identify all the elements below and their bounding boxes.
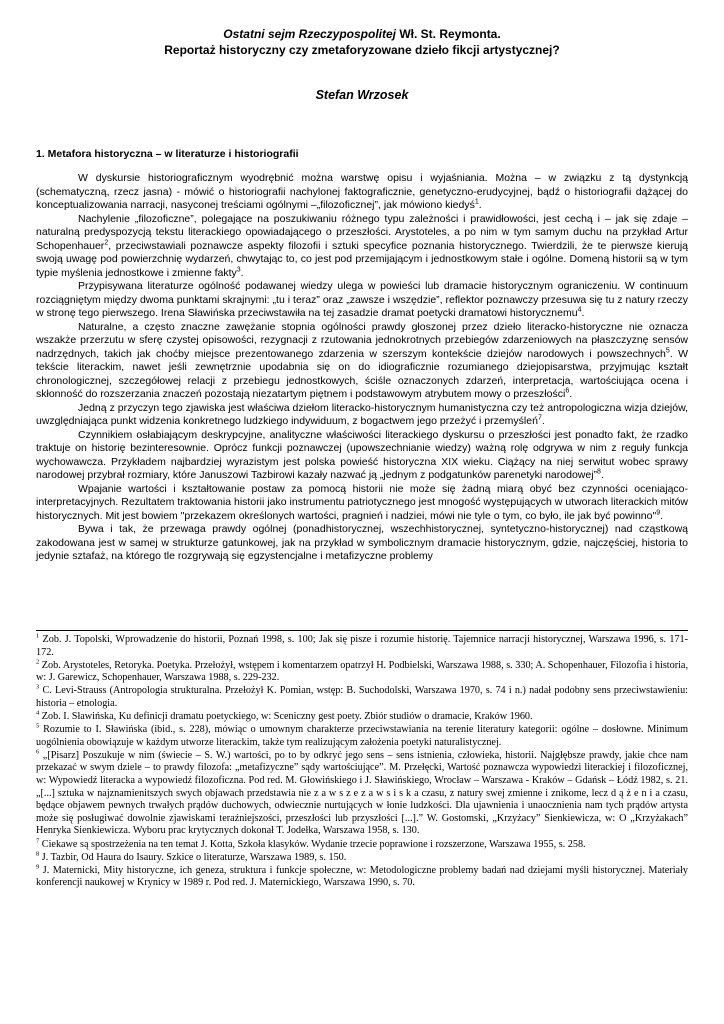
body-text <box>36 172 688 564</box>
paragraph <box>36 429 688 483</box>
footnote <box>36 634 688 659</box>
footnote-text: C. Levi-Strauss (Antropologia strukturalna. Przełożył K. Pomian, wstęp: B. Suchodolski, Warszawa 1970, s. 74 i n.) nadał podobny sens przeciwstawieniu: historia – etnologia. <box>36 685 689 709</box>
footnote <box>36 750 688 838</box>
paragraph-text: Wpajanie wartości i kształtowanie postaw za pomocą historii nie może się żadną miarą obyć bez czynności oceniająco-interpretacyjnych. Rezultatem traktowania historii jako instrumentu patriotycznego jest mnogość występujących w utworach literackich mitów historycznych. Mit jest bowiem "przekazem określonych wartości, pragnień i nadziei, mówi nie tyle o tym, co było, ile jak być powinno" <box>36 482 688 522</box>
title-rest-part: Wł. St. Reymonta. <box>396 27 501 41</box>
title-line-2: Reportaż historyczny czy zmetaforyzowane dzieło fikcji artystycznej? <box>164 43 560 57</box>
title-italic-part: Ostatni sejm Rzeczypospolitej <box>223 27 397 41</box>
footnote-text: J. Maternicki, Mity historyczne, ich geneza, struktura i funkcje społeczne, w: Metodologiczne problemy badań nad dziejami myśli historycznej. Materiały konferencji naukowej w Krynicy w 1989 r. Pod red. J. Maternickiego, Warszawa 1990, s. 70. <box>36 864 689 889</box>
paragraph <box>36 483 688 524</box>
footnote-number: 4 <box>36 709 40 717</box>
footnote-number: 2 <box>36 658 40 666</box>
footnote <box>36 724 688 749</box>
footnote <box>36 865 688 890</box>
footnote-number: 3 <box>36 683 40 691</box>
footnote-number: 6 <box>36 748 40 756</box>
footnotes <box>36 634 688 890</box>
paragraph-text: Czynnikiem osłabiającym deskrypcyjne, analityczne właściwości literackiego dyskursu o przeszłości jest ponadto fakt, że rzadko traktuje on historię bezinteresownie. Oprócz funkcji poznawczej (upowszechnianie wiedzy) ważną rolę odgrywa w nim z reguły funkcja wychowawcza. Przykładem najbardziej wyrazistym jest polska powieść historyczna XIX wieku. Ciążący na niej serwitut wobec sprawy narodowej przybrał rozmiary, które Januszowi Tazbirowi kazały nazwać ją „jednym z podgatunków parenetyki narodowej” <box>36 428 688 481</box>
footnote-ref[interactable]: 7 <box>537 414 542 422</box>
paragraph-text-tail: . <box>541 415 545 427</box>
footnote <box>36 839 688 852</box>
paragraph-text: Naturalne, a często znaczne zawężanie stopnia ogólności prawdy głoszonej przez dzieło literacko-historyczne nie oznacza wszakże przerzutu w sferę czystej opisowości, rezygnacji z rzutowania jednokrotnych przebiegów zdarzeniowych na płaszczyznę sensów nadrzędnych, takich jak choćby miejsce prezentowanego zdarzenia w szerszym kontekście dziejów narodowych i powszechnych <box>36 320 688 360</box>
paragraph-text-tail: . <box>478 199 482 211</box>
footnote-ref[interactable]: 8 <box>597 468 601 476</box>
footnote-text: Ciekawe są spostrzeżenia na ten temat J. Kotta, Szkoła klasyków. Wydanie trzecie poprawione i rozszerzone, Warszawa 1955, s. 258. <box>41 838 586 850</box>
paragraph-text: Bywa i tak, że przewaga prawdy ogólnej (ponadhistorycznej, wszechhistorycznej, syntetyczno-historycznej) nad cząstkową zakodowana jest w samej w strukturze gatunkowej, jak na przykład w symbolicznym dramacie historycznym, gdzie, najczęściej, historia to jedynie sztafaż, na którego tle rozgrywają się egzystencjalne i metafizyczne problemy <box>36 523 688 562</box>
paragraph-text-tail: . <box>600 469 604 481</box>
paragraph-text-tail: . W tekście literackim, nawet jeśli zewnętrznie upodabnia się on do idiograficznie rozumianego dziejopisarstwa, przyjmując kształt chronologicznej, szczegółowej relacji z przebiegu jednostkowych, ściśle oznaczonych zdarzeń, interpretacja, wartościująca ocena i skłonność do rozszerzania znaczeń pozostają niezatartym piętnem i podstawowym atrybutem mowy o przeszłości <box>36 347 688 400</box>
footnote-ref[interactable]: 6 <box>565 387 570 395</box>
footnote-ref[interactable]: 5 <box>665 347 670 354</box>
author-name: Stefan Wrzosek <box>315 88 409 102</box>
footnote-ref[interactable]: 3 <box>236 266 241 273</box>
paragraph-text: Jedną z przyczyn tego zjawiska jest właściwa dziełom literacko-historycznym humanistyczna czy też antropologiczna wizja dziejów, uwzględniająca punkt widzenia konkretnego ludzkiego indywiduum, z bogactwem jego przeżyć i przemyśleń <box>36 401 688 427</box>
footnote <box>36 711 688 724</box>
footnote <box>36 852 688 865</box>
footnote-ref[interactable]: 2 <box>104 239 109 246</box>
paragraph-text-end: . <box>569 388 573 400</box>
footnote-number: 7 <box>36 837 40 845</box>
footnote-number: 9 <box>36 863 40 871</box>
paragraph-text-end: . <box>240 266 244 279</box>
paragraph-text: Nachylenie „filozoficzne”, polegające na poszukiwaniu różnego typu zależności i prawidłowości, jest cechą i – jak się zdaje – naturalną predyspozycją tekstu literackiego opowiadającego o przeszłości. Arystoteles, a po nim w tym samym duchu na przykład Artur Schopenhauer <box>36 212 688 252</box>
footnote-ref[interactable]: 9 <box>656 509 661 516</box>
footnote-separator <box>36 630 688 631</box>
footnote-text: Zob. I. Sławińska, Ku definicji dramatu poetyckiego, w: Sceniczny gest poety. Zbiór studiów o dramacie, Kraków 1960. <box>41 711 533 723</box>
paragraph-text-tail: , przeciwstawiali poznawcze aspekty filozofii i sztuki specyfice poznania historycznego. Twierdzili, że te pierwsze kierują swoją uwagę pod powierzchnię wydarzeń, chwytając to, co jest pod przemijającym i jednostkowym stałe i ogólne. Domeną historii są w tym typie myślenia jednostkowe i zmienne fakty <box>36 239 688 279</box>
paragraph <box>36 172 688 213</box>
paragraph-text-tail: . <box>581 307 585 319</box>
paragraph-text-tail: . <box>660 509 664 522</box>
footnote-text: Zob. Arystoteles, Retoryka. Poetyka. Przełożył, wstępem i komentarzem opatrzył H. Podbielski, Warszawa 1988, s. 330; A. Schopenhauer, Filozofia i historia, w: J. Garewicz, Schopenhauer, Warszawa 1988, s. 229-232. <box>36 659 688 684</box>
footnote-ref[interactable]: 4 <box>577 306 582 314</box>
paragraph <box>36 523 688 564</box>
footnote-ref[interactable]: 1 <box>474 198 479 206</box>
footnote-number: 5 <box>36 722 40 730</box>
footnote-text: J. Tazbir, Od Haura do Isaury. Szkice o literaturze, Warszawa 1989, s. 150. <box>41 851 347 863</box>
footnote-number: 1 <box>36 632 40 640</box>
title-line-1 <box>0 26 724 42</box>
paragraph-text: W dyskursie historiograficznym wyodrębnić można warstwę opisu i wyjaśniania. Można – w związku z tą dystynkcją (schematyczną, rzecz jasna) - mówić o historiografii nachylonej faktograficznie, genetyczno-erudycyjnej, bądź o historiografii dążącej do konceptualizowania narracji, nasyconej treściami ogólnymi –„filozoficznej”, jak mówiono kiedyś <box>36 172 688 211</box>
paragraph <box>36 280 688 321</box>
footnote-text: Rozumie to I. Sławińska (ibid., s. 228), mówiąc o umownym charakterze przeciwstawiania na terenie literatury kategorii: ogólne – dosłowne. Minimum uogólnienia obowiązuje w każdym utworze literackim, także tym realizującym założenia poetyki naturalistycznej. <box>36 724 688 748</box>
footnote <box>36 685 688 710</box>
paragraph-text: Przypisywana literaturze ogólność podawanej wiedzy ulega w powieści lub dramacie historycznym ograniczeniu. W continuum rozciągniętym między dwoma punktami skrajnymi: „tu i teraz” oraz „zawsze i wszędzie”, reflektor poznawczy przesuwa się tu z natury rzeczy w stronę tego pierwszego. Irena Sławińska przeciwstawiła na tej zasadzie dramat poetycki dramatowi historycznemu <box>36 280 688 319</box>
footnote-number: 8 <box>36 850 40 858</box>
footnote-text: Zob. J. Topolski, Wprowadzenie do historii, Poznań 1998, s. 100; Jak się pisze i rozumie historię. Tajemnice narracji historycznej, Warszawa 1996, s. 171-172. <box>36 634 688 658</box>
section-heading: 1. Metafora historyczna – w literaturze i historiografii <box>36 148 299 160</box>
paragraph <box>36 213 688 281</box>
footnote-text: „[Pisarz] Poszukuje w nim (świecie – S. W.) wartości, po to by odkryć jego sens – sens istnienia, człowieka, historii. Najgłębsze prawdy, jakie chce nam przekazać w swym dziele – to prawdy filozofa: „metafizyczne” sądy wartościujące”. M. Przełęcki, Wartość poznawcza wypowiedzi literackiej i filozoficznej, w: Wypowiedź literacka a wypowiedź filozoficzna. Pod red. M. Głowińskiego i J. Sławińskiego, Wrocław – Warszawa - Kraków – Gdańsk – Łódź 1982, s. 21. „[...] sztuka w najznamienitszych swych objawach przedstawia nie z a w s z e z a w s i s k a czasu, z natury swej zmienne i znikome, lecz d ą ż e n i a czasu, będące objawem pewnych trwałych prądów duchowych, odwiecznie nurtujących w łonie ludzkości. Dla ujawnienia i unaocznienia nam tych prądów artysta może się posługiwać dowolnie zjawiskami teraźniejszości, przeszłości lub przyszłości [...].” W. Gostomski, „Krzyżacy” Sienkiewicza, w: O „Krzyżakach” Henryka Sienkiewicza. Wyboru prac krytycznych dokonał T. Jodełka, Warszawa 1958, s. 130. <box>36 749 688 837</box>
article-title <box>0 26 724 58</box>
paragraph <box>36 321 688 402</box>
paragraph <box>36 402 688 429</box>
footnote <box>36 660 688 685</box>
